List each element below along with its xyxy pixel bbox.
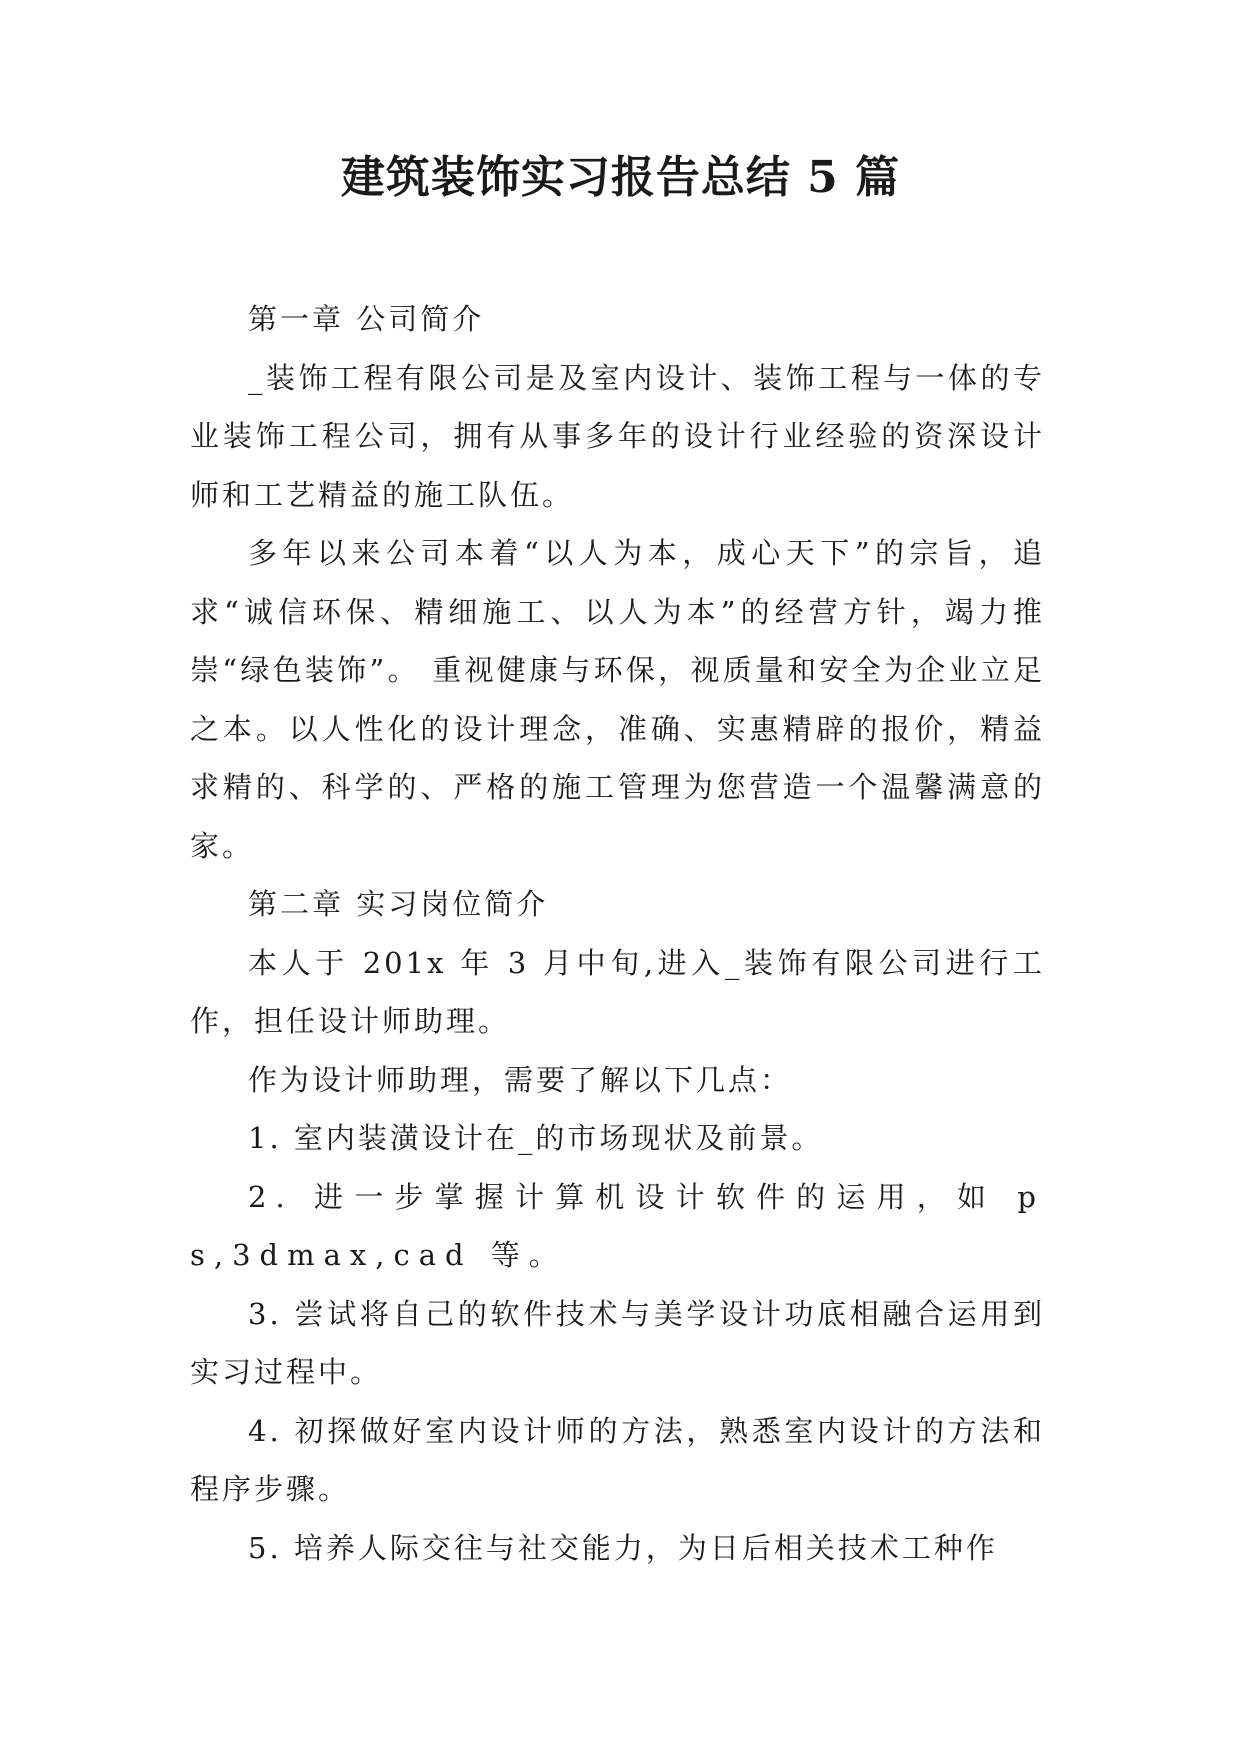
- chapter-1-heading: 第一章 公司简介: [248, 302, 485, 336]
- list-item-1: 1. 室内装潢设计在_的市场现状及前景。: [248, 1121, 824, 1155]
- chapter-2-heading: 第二章 实习岗位简介: [248, 887, 549, 921]
- document-title: 建筑装饰实习报告总结 5 篇: [340, 152, 901, 203]
- company-intro-paragraph: _装饰工程有限公司是及室内设计、装饰工程与一体的专业装饰工程公司，拥有从事多年的设计行业经验的资深设计师和工艺精益的施工队伍。: [190, 360, 1045, 512]
- list-item-5: 5. 培养人际交往与社交能力，为日后相关技术工种作: [248, 1530, 998, 1565]
- requirements-intro-paragraph: 作为设计师助理，需要了解以下几点：: [248, 1062, 793, 1097]
- document-body: [190, 290, 1045, 1577]
- internship-position-paragraph: 本人于 201x 年 3 月中旬,进入_装饰有限公司进行工作，担任设计师助理。: [190, 945, 1045, 1038]
- list-item-4: 4. 初探做好室内设计师的方法，熟悉室内设计的方法和程序步骤。: [190, 1413, 1045, 1506]
- company-philosophy-paragraph: 多年以来公司本着“以人为本，成心天下”的宗旨，追求“诚信环保、精细施工、以人为本”的经营方针，竭力推崇“绿色装饰”。 重视健康与环保，视质量和安全为企业立足之本。以人性化的设计理念，准确、实惠精辟的报价，精益求精的、科学的、严格的施工管理为您营造一个温馨满意的家。: [190, 536, 1045, 863]
- list-item-2: 2. 进一步掌握计算机设计软件的运用，如 ps,3dmax,cad 等。: [190, 1179, 1045, 1272]
- list-item-3: 3. 尝试将自己的软件技术与美学设计功底相融合运用到实习过程中。: [190, 1296, 1045, 1389]
